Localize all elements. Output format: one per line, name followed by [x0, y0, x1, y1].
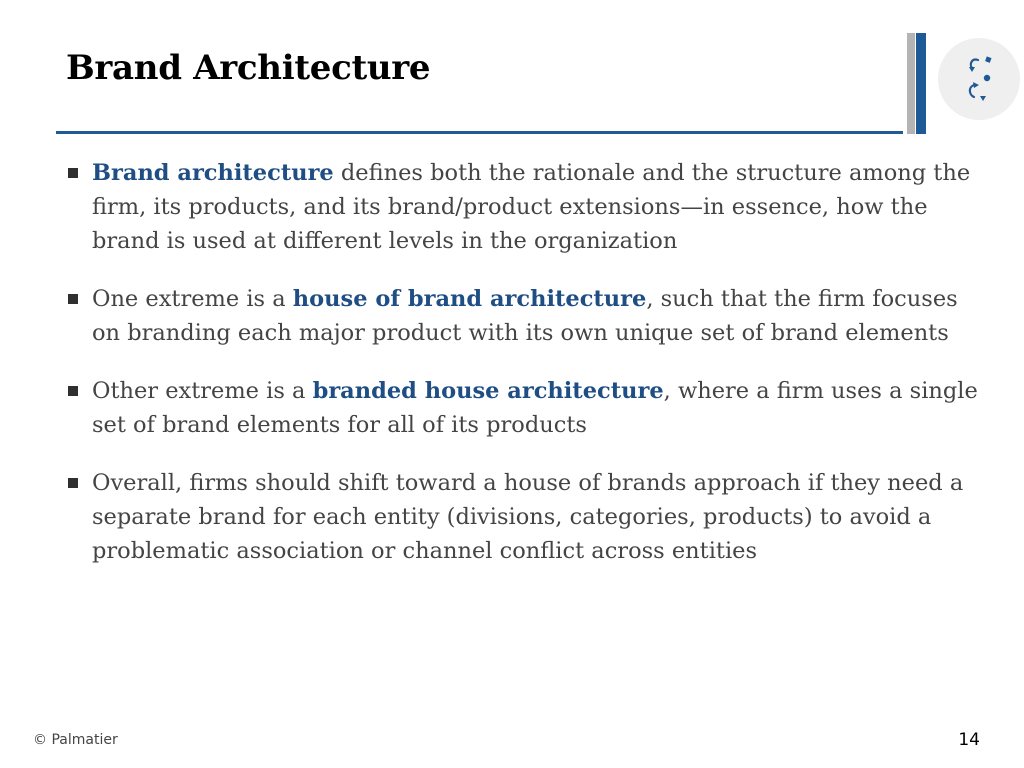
- page-number: 14: [958, 730, 980, 750]
- bullet-text-after: , such that the firm focuses on branding each major product with its own unique set of brand elements: [92, 286, 958, 346]
- bullet-square-icon: [68, 386, 78, 396]
- bullet-item: [68, 282, 988, 350]
- bullet-item: [68, 156, 988, 258]
- bullet-highlight: house of brand architecture: [292, 286, 647, 312]
- bullet-list: [68, 156, 988, 592]
- bullet-square-icon: [68, 478, 78, 488]
- slide-title: Brand Architecture: [66, 48, 431, 88]
- bullet-item: [68, 466, 988, 568]
- bullet-highlight: Brand architecture: [92, 160, 334, 186]
- copyright-footer: © Palmatier: [33, 732, 118, 748]
- bullet-text-before: Overall, firms should shift toward a house of brands approach if they need a separate brand for each entity (divisions, categories, products) to avoid a problematic association or channel conflict across entities: [92, 470, 964, 564]
- decorative-bar-blue: [916, 33, 926, 134]
- bullet-square-icon: [68, 294, 78, 304]
- bullet-highlight: branded house architecture: [312, 378, 664, 404]
- title-divider: [56, 131, 903, 134]
- bullet-text-after: , where a firm uses a single set of brand elements for all of its products: [92, 378, 978, 438]
- bullet-text-after: defines both the rationale and the structure among the firm, its products, and its brand/product extensions—in essence, how the brand is used at different levels in the organization: [92, 160, 971, 254]
- bullet-text-before: One extreme is a: [92, 286, 293, 312]
- bullet-text-before: Other extreme is a: [92, 378, 313, 404]
- circular-arrows-icon: [938, 38, 1020, 120]
- decorative-bar-grey: [907, 33, 915, 134]
- bullet-square-icon: [68, 168, 78, 178]
- bullet-item: [68, 374, 988, 442]
